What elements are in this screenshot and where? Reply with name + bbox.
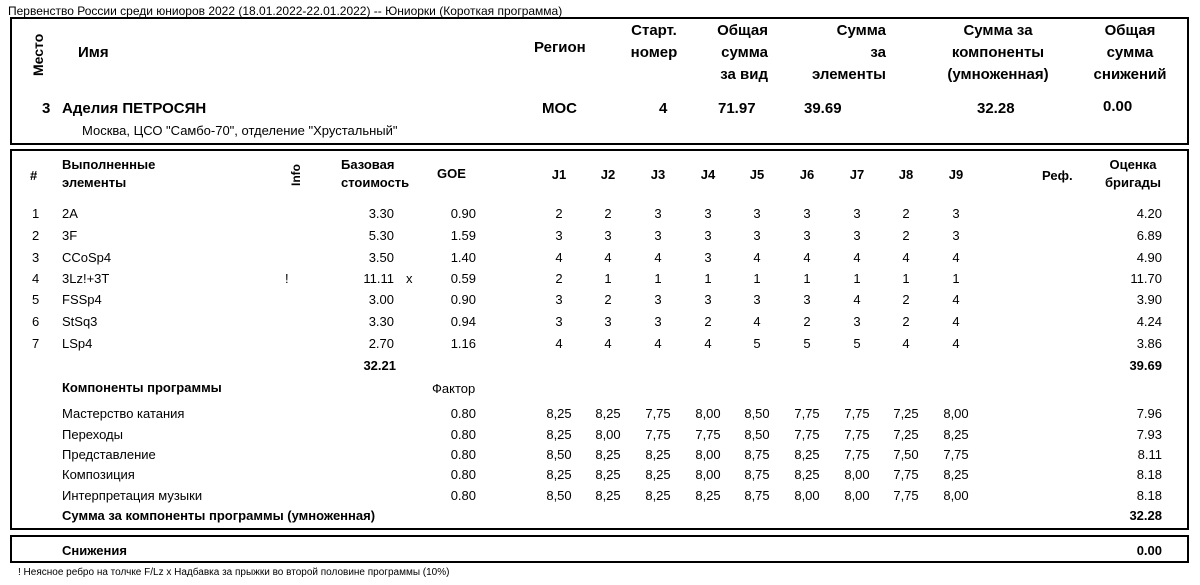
element-judge-score: 1: [902, 271, 910, 286]
component-factor: 0.80: [450, 488, 476, 503]
region-label: Регион: [534, 39, 586, 56]
element-judge-score: 3: [753, 292, 761, 307]
element-bonus: x: [406, 271, 413, 286]
element-base: 11.11: [363, 271, 394, 286]
element-judge-score: 4: [803, 250, 811, 265]
element-judge-score: 3: [853, 206, 861, 221]
judge-header-2: J2: [600, 167, 616, 182]
element-judge-score: 4: [952, 250, 960, 265]
element-judge-score: 3: [704, 206, 712, 221]
element-name: StSq3: [62, 314, 98, 329]
judge-header-5: J5: [749, 167, 765, 182]
component-score: 8.18: [1136, 488, 1162, 503]
element-judge-score: 4: [555, 250, 563, 265]
component-score: 8.18: [1136, 467, 1162, 482]
element-judge-score: 1: [704, 271, 712, 286]
component-judge-score: 8,75: [744, 488, 770, 503]
component-score: 7.96: [1136, 406, 1162, 421]
component-judge-score: 7,50: [893, 447, 919, 462]
element-judge-score: 3: [803, 228, 811, 243]
component-judge-score: 8,00: [844, 467, 870, 482]
element-name: FSSp4: [62, 292, 102, 307]
element-judge-score: 2: [902, 314, 910, 329]
element-judge-score: 3: [555, 314, 563, 329]
element-goe: 1.59: [450, 228, 476, 243]
element-judge-score: 4: [555, 336, 563, 351]
col-ref-header: Реф.: [1042, 168, 1073, 183]
element-base: 2.70: [368, 336, 394, 351]
component-judge-score: 8,50: [546, 447, 572, 462]
element-info: !: [285, 271, 289, 286]
element-judge-score: 2: [704, 314, 712, 329]
element-base: 3.50: [368, 250, 394, 265]
element-base: 3.00: [368, 292, 394, 307]
element-judge-score: 5: [803, 336, 811, 351]
elements-label: Сумма за элементы: [811, 22, 886, 83]
element-judge-score: 3: [704, 250, 712, 265]
element-name: 3Lz!+3T: [62, 271, 110, 286]
component-name: Переходы: [62, 427, 123, 442]
component-judge-score: 7,75: [943, 447, 969, 462]
component-score: 8.11: [1137, 447, 1162, 462]
component-judge-score: 7,75: [844, 406, 870, 421]
element-judge-score: 2: [803, 314, 811, 329]
skater-components: 32.28: [977, 100, 1015, 117]
element-num: 2: [32, 228, 40, 243]
element-judge-score: 2: [604, 292, 612, 307]
element-judge-score: 3: [704, 228, 712, 243]
element-goe: 0.94: [450, 314, 476, 329]
component-name: Композиция: [62, 467, 135, 482]
start-no-label: Старт. номер: [630, 22, 678, 61]
footnote: ! Неясное ребро на толчке F/Lz x Надбавка за прыжки во второй половине программы (10%): [18, 567, 450, 578]
component-judge-score: 8,25: [595, 406, 621, 421]
element-judge-score: 1: [604, 271, 612, 286]
element-judge-score: 3: [604, 228, 612, 243]
component-judge-score: 7,75: [844, 427, 870, 442]
component-judge-score: 8,25: [595, 488, 621, 503]
component-name: Мастерство катания: [62, 406, 185, 421]
judge-header-4: J4: [700, 167, 716, 182]
skater-place: 3: [42, 100, 51, 117]
element-judge-score: 4: [952, 314, 960, 329]
element-judge-score: 4: [654, 250, 662, 265]
judge-header-9: J9: [948, 167, 964, 182]
component-judge-score: 7,75: [893, 488, 919, 503]
element-goe: 0.90: [450, 206, 476, 221]
element-judge-score: 4: [853, 292, 861, 307]
component-judge-score: 8,25: [546, 406, 572, 421]
component-name: Представление: [62, 447, 156, 462]
element-goe: 1.16: [450, 336, 476, 351]
component-judge-score: 7,75: [794, 406, 820, 421]
element-num: 4: [32, 271, 40, 286]
element-judge-score: 4: [952, 292, 960, 307]
component-judge-score: 8,50: [546, 488, 572, 503]
element-num: 3: [32, 250, 40, 265]
component-judge-score: 8,00: [695, 406, 721, 421]
element-judge-score: 3: [704, 292, 712, 307]
element-judge-score: 2: [555, 206, 563, 221]
element-judge-score: 3: [853, 314, 861, 329]
component-judge-score: 8,25: [794, 447, 820, 462]
total-score-label: Общая сумма за вид: [717, 22, 768, 83]
skater-total: 71.97: [718, 100, 756, 117]
component-judge-score: 8,00: [695, 467, 721, 482]
element-judge-score: 2: [902, 206, 910, 221]
element-judge-score: 3: [555, 228, 563, 243]
judge-header-7: J7: [849, 167, 865, 182]
element-judge-score: 4: [654, 336, 662, 351]
element-panel-score: 6.89: [1136, 228, 1162, 243]
element-base: 5.30: [368, 228, 394, 243]
components-total: 32.28: [1129, 508, 1162, 523]
element-num: 1: [32, 206, 40, 221]
deductions-label: Общая сумма снижений: [1093, 22, 1167, 83]
component-judge-score: 8,00: [695, 447, 721, 462]
element-panel-score: 11.70: [1130, 271, 1162, 286]
element-judge-score: 3: [604, 314, 612, 329]
components-label: Сумма за компоненты (умноженная): [947, 22, 1049, 83]
component-factor: 0.80: [450, 406, 476, 421]
component-judge-score: 8,75: [744, 447, 770, 462]
component-judge-score: 8,25: [645, 488, 671, 503]
element-panel-score: 3.90: [1136, 292, 1162, 307]
element-name: CCoSp4: [62, 250, 112, 265]
deductions-row-label: Снижения: [62, 543, 127, 558]
components-total-label: Сумма за компоненты программы (умноженная): [62, 508, 376, 523]
element-judge-score: 3: [753, 206, 761, 221]
component-factor: 0.80: [450, 447, 476, 462]
component-judge-score: 7,25: [893, 427, 919, 442]
component-judge-score: 8,00: [595, 427, 621, 442]
component-judge-score: 8,25: [595, 467, 621, 482]
component-judge-score: 8,00: [943, 488, 969, 503]
element-judge-score: 1: [952, 271, 960, 286]
component-judge-score: 8,00: [943, 406, 969, 421]
element-base: 3.30: [368, 314, 394, 329]
element-judge-score: 2: [902, 292, 910, 307]
components-title: Компоненты программы: [62, 380, 222, 395]
skater-name: Аделия ПЕТРОСЯН: [62, 100, 207, 117]
component-judge-score: 8,00: [794, 488, 820, 503]
component-judge-score: 7,25: [893, 406, 919, 421]
judge-header-6: J6: [799, 167, 815, 182]
name-label: Имя: [78, 44, 109, 61]
component-judge-score: 7,75: [893, 467, 919, 482]
component-judge-score: 8,25: [695, 488, 721, 503]
component-judge-score: 7,75: [645, 406, 671, 421]
element-panel-score: 4.24: [1136, 314, 1162, 329]
col-num-header: #: [30, 168, 38, 183]
element-judge-score: 2: [555, 271, 563, 286]
element-judge-score: 3: [753, 228, 761, 243]
element-judge-score: 4: [753, 314, 761, 329]
skater-club: Москва, ЦСО "Самбо-70", отделение "Хрустальный": [82, 123, 398, 138]
element-judge-score: 3: [654, 292, 662, 307]
skater-region: MOC: [542, 100, 577, 117]
component-judge-score: 8,25: [645, 447, 671, 462]
deductions-box: [10, 535, 1189, 563]
judge-header-3: J3: [650, 167, 666, 182]
place-label: Место: [30, 33, 46, 77]
element-judge-score: 3: [853, 228, 861, 243]
component-judge-score: 8,00: [844, 488, 870, 503]
element-panel-score: 3.86: [1136, 336, 1162, 351]
component-judge-score: 8,25: [645, 467, 671, 482]
component-judge-score: 8,25: [546, 467, 572, 482]
element-judge-score: 3: [654, 228, 662, 243]
element-name: 3F: [62, 228, 78, 243]
element-judge-score: 4: [902, 250, 910, 265]
element-judge-score: 4: [604, 336, 612, 351]
element-judge-score: 4: [704, 336, 712, 351]
element-judge-score: 4: [902, 336, 910, 351]
judge-header-8: J8: [898, 167, 914, 182]
col-base-header: Базовая стоимость: [341, 157, 410, 190]
element-panel-score: 4.90: [1136, 250, 1162, 265]
component-judge-score: 8,50: [744, 427, 770, 442]
element-num: 6: [32, 314, 40, 329]
component-name: Интерпретация музыки: [62, 488, 203, 503]
col-elements-header: Выполненные элементы: [62, 157, 156, 190]
element-judge-score: 1: [803, 271, 811, 286]
element-name: 2A: [62, 206, 78, 221]
component-judge-score: 8,25: [943, 427, 969, 442]
element-judge-score: 4: [753, 250, 761, 265]
component-factor: 0.80: [450, 427, 476, 442]
element-judge-score: 5: [853, 336, 861, 351]
element-base: 3.30: [368, 206, 394, 221]
component-judge-score: 8,25: [794, 467, 820, 482]
component-judge-score: 8,25: [943, 467, 969, 482]
component-judge-score: 8,50: [744, 406, 770, 421]
element-judge-score: 4: [853, 250, 861, 265]
element-judge-score: 1: [853, 271, 861, 286]
element-judge-score: 4: [604, 250, 612, 265]
component-judge-score: 7,75: [794, 427, 820, 442]
element-panel-score: 4.20: [1136, 206, 1162, 221]
base-total: 32.21: [363, 358, 396, 373]
col-info-header: Info: [289, 164, 303, 186]
element-name: LSp4: [62, 336, 93, 351]
element-judge-score: 3: [555, 292, 563, 307]
component-judge-score: 8,25: [546, 427, 572, 442]
element-judge-score: 5: [753, 336, 761, 351]
factor-label: Фактор: [432, 381, 476, 396]
element-judge-score: 3: [803, 292, 811, 307]
element-judge-score: 3: [952, 228, 960, 243]
event-title: Первенство России среди юниоров 2022 (18.01.2022-22.01.2022) -- Юниорки (Короткая программа): [8, 4, 563, 18]
skater-elements: 39.69: [804, 100, 842, 117]
component-score: 7.93: [1136, 427, 1162, 442]
component-judge-score: 7,75: [645, 427, 671, 442]
deductions-row-total: 0.00: [1136, 543, 1162, 558]
element-judge-score: 3: [654, 206, 662, 221]
element-num: 5: [32, 292, 40, 307]
element-judge-score: 2: [902, 228, 910, 243]
element-judge-score: 3: [803, 206, 811, 221]
col-panel-header: Оценка бригады: [1105, 157, 1161, 190]
component-factor: 0.80: [450, 467, 476, 482]
element-goe: 0.59: [450, 271, 476, 286]
element-judge-score: 1: [753, 271, 761, 286]
element-goe: 0.90: [450, 292, 476, 307]
component-judge-score: 8,75: [744, 467, 770, 482]
col-goe-header: GOE: [437, 166, 466, 181]
element-judge-score: 4: [952, 336, 960, 351]
component-judge-score: 8,25: [595, 447, 621, 462]
component-judge-score: 7,75: [695, 427, 721, 442]
elements-total: 39.69: [1129, 358, 1162, 373]
element-goe: 1.40: [450, 250, 476, 265]
skater-start-no: 4: [659, 100, 668, 117]
element-judge-score: 1: [654, 271, 662, 286]
judge-header-1: J1: [551, 167, 567, 182]
element-num: 7: [32, 336, 40, 351]
element-judge-score: 3: [654, 314, 662, 329]
component-judge-score: 7,75: [844, 447, 870, 462]
skater-deductions: 0.00: [1103, 98, 1133, 115]
element-judge-score: 2: [604, 206, 612, 221]
element-judge-score: 3: [952, 206, 960, 221]
